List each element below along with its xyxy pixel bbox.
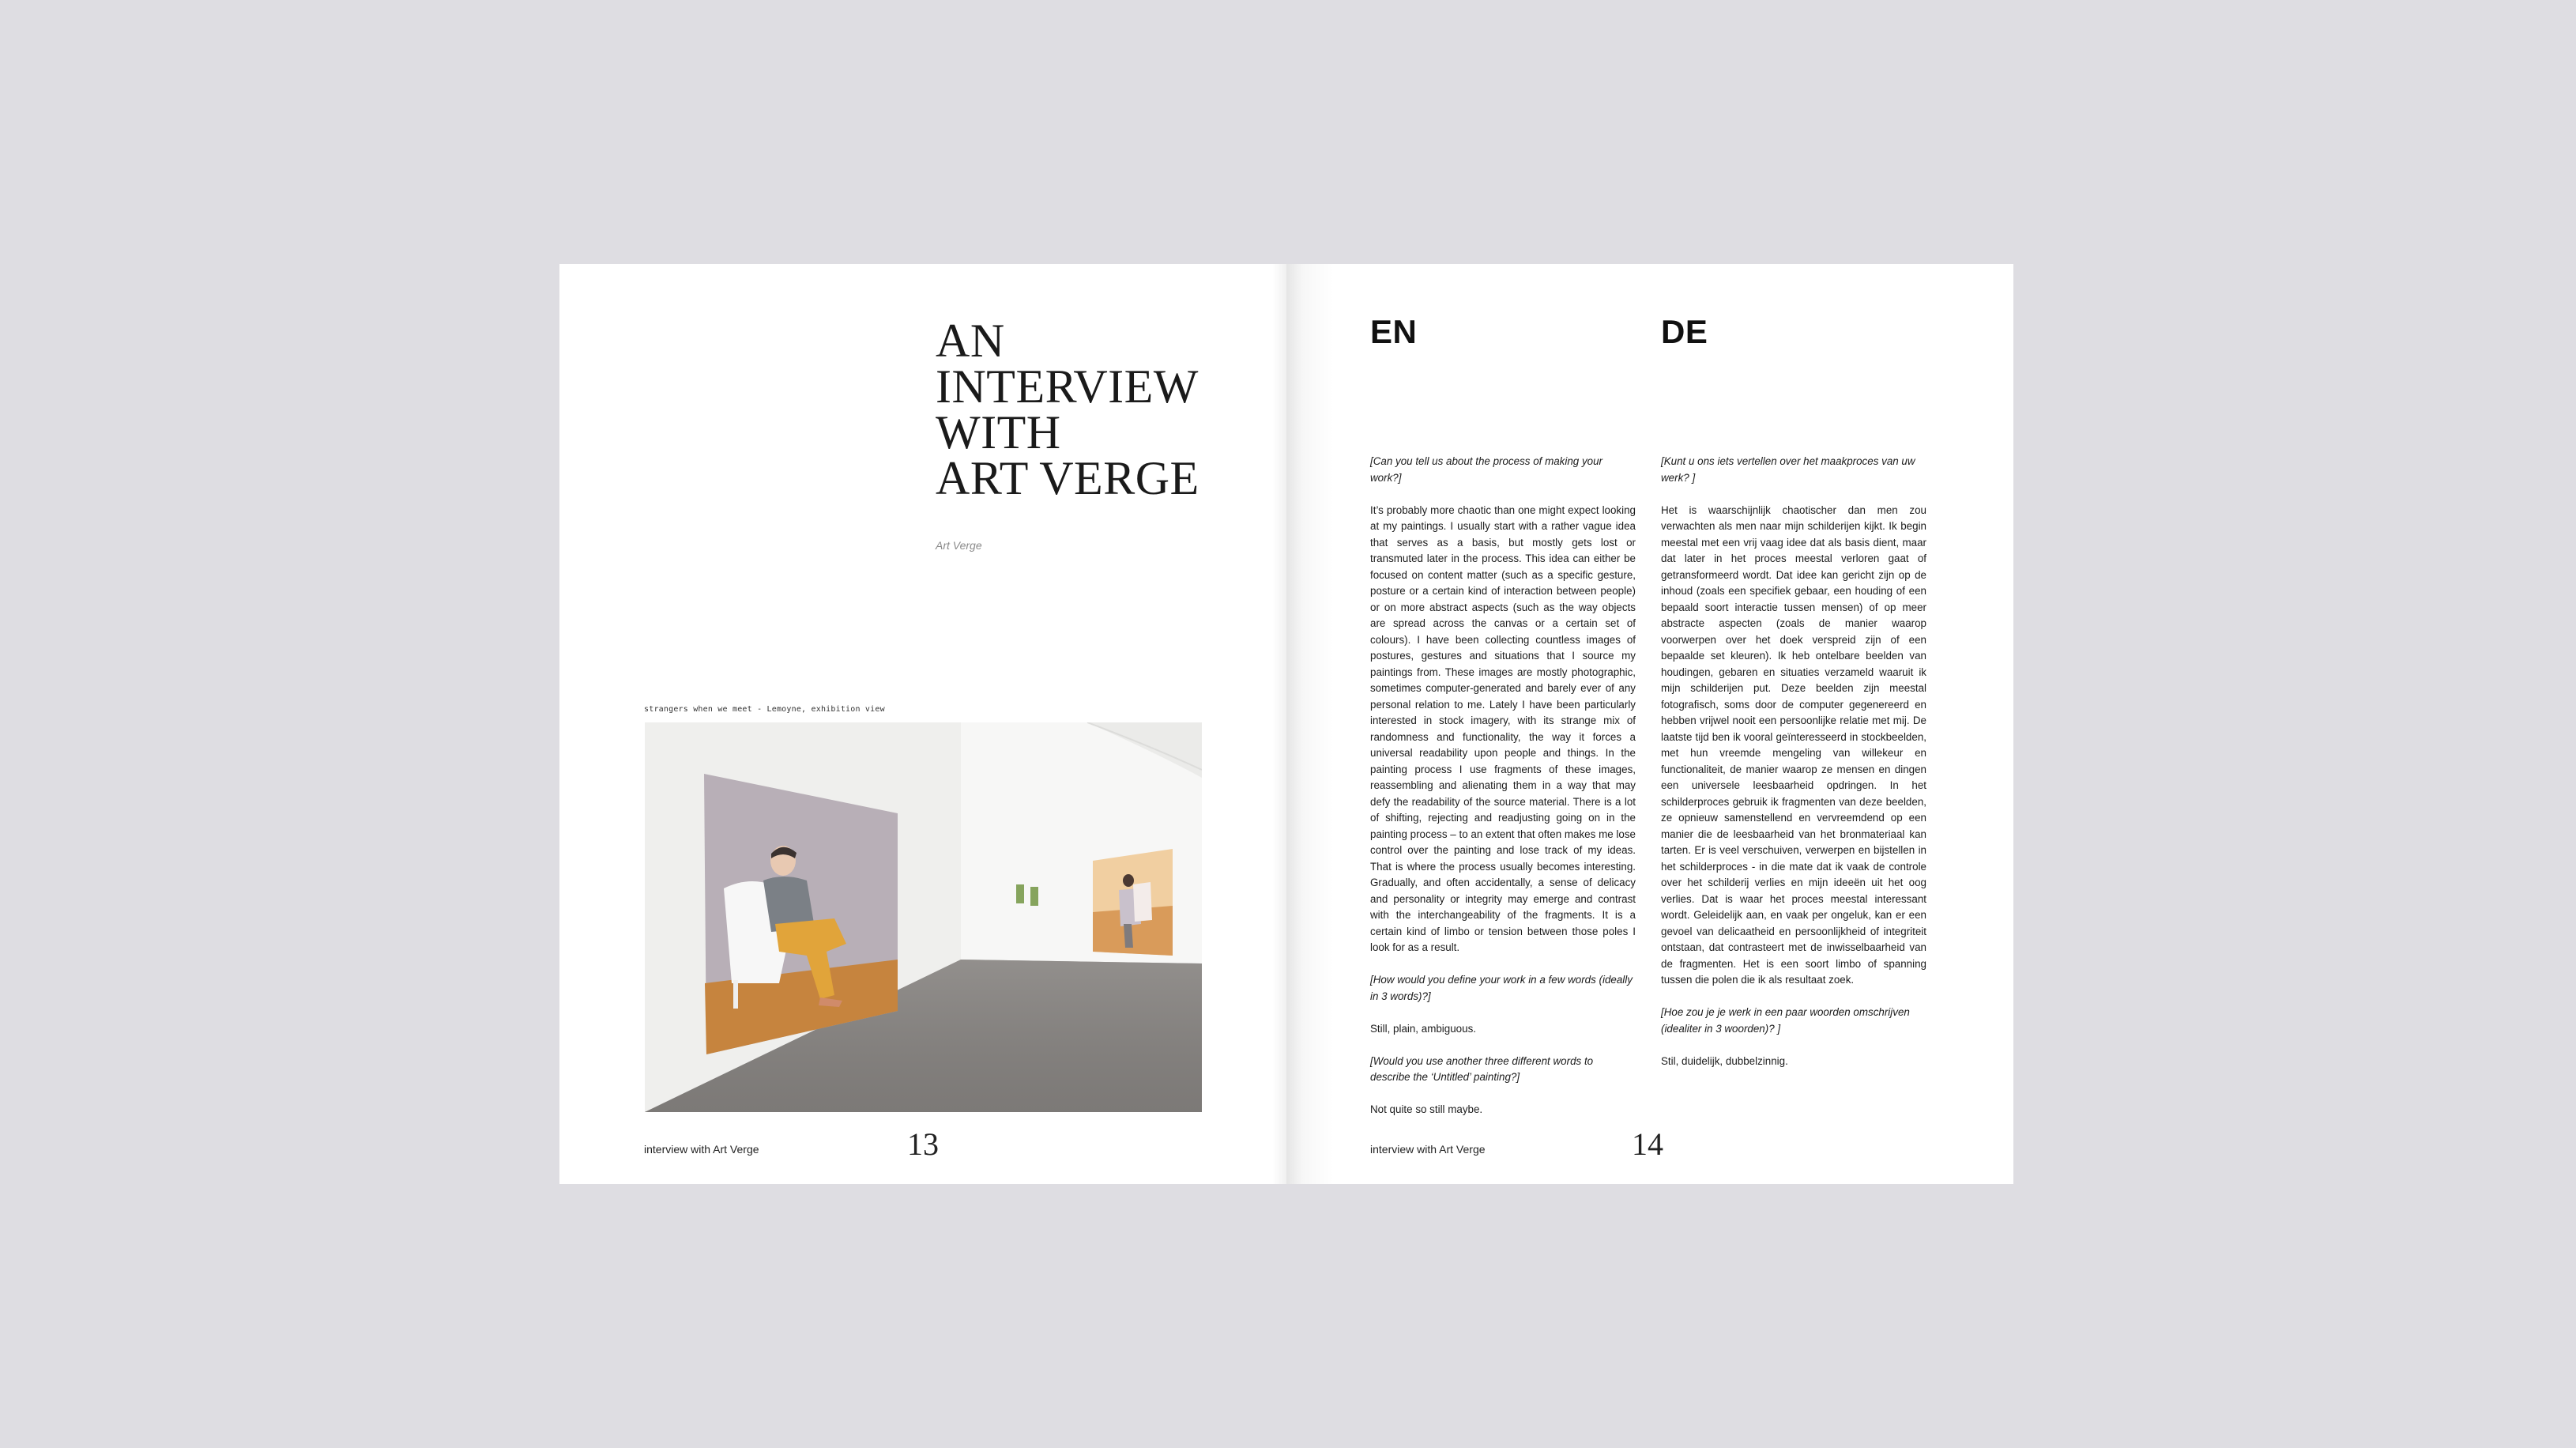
answer: Still, plain, ambiguous. [1370, 1022, 1476, 1035]
exhibition-illustration [645, 722, 1202, 1112]
english-column [1370, 454, 1636, 1134]
question: [How would you define your work in a few words (ideally in 3 words)?] [1370, 974, 1633, 1002]
gutter-shadow [1286, 264, 1334, 1184]
image-caption: strangers when we meet - Lemoyne, exhibition view [644, 705, 885, 714]
page-right [1286, 264, 2013, 1184]
question: [Kunt u ons iets vertellen over het maakproces van uw werk? ] [1661, 455, 1915, 484]
author-byline: Art Verge [936, 539, 982, 552]
dutch-column [1661, 454, 1926, 1086]
interview-title [936, 315, 1199, 504]
title-line: ART VERGE [936, 452, 1199, 504]
magazine-spread [559, 264, 2013, 1184]
page-number: 13 [907, 1126, 939, 1162]
question: [Would you use another three different words to describe the ‘Untitled’ painting?] [1370, 1054, 1594, 1083]
footer-label: interview with Art Verge [1370, 1143, 1486, 1156]
title-line: WITH [936, 406, 1061, 458]
page-number: 14 [1632, 1126, 1663, 1162]
gutter-shadow [1272, 264, 1286, 1184]
english-heading: EN [1370, 313, 1418, 350]
question: [Can you tell us about the process of making your work?] [1370, 455, 1603, 484]
answer: Stil, duidelijk, dubbelzinnig. [1661, 1054, 1788, 1067]
question: [Hoe zou je je werk in een paar woorden omschrijven (idealiter in 3 woorden)? ] [1661, 1006, 1910, 1035]
title-line: INTERVIEW [936, 360, 1199, 413]
page-left [559, 264, 1286, 1184]
dutch-heading: DE [1661, 313, 1708, 350]
answer: Not quite so still maybe. [1370, 1103, 1483, 1115]
exhibition-photo [645, 722, 1202, 1112]
footer-label: interview with Art Verge [644, 1143, 759, 1156]
answer: It’s probably more chaotic than one might expect looking at my paintings. I usually start with a rather vague idea that serves as a basis, but mostly gets lost or transmuted later in the process. This idea can either be focused on content matter (such as a specific gesture, posture or a certain kind of interaction between people) or on more abstract aspects (such as the way objects are spread across the canvas or a certain set of colours). I have been collecting countless images of postures, gestures and situations that I source my paintings from. These images are mostly photographic, sometimes computer-generated and barely ever of any personal relation to me. Lately I have been particularly interested in stock imagery, with its strange mix of randomness and functionality, the way it forces a universal readability upon people and things. In the painting process I use fragments of these images, reassembling and alienating them in a way that may defy the readability of the source material. There is a lot of shifting, rejecting and readjusting going on in the painting process – to an extent that often makes me lose control over the painting and lose track of my ideas. That is where the process usually becomes interesting. Gradually, and often accidentally, a sense of delicacy and personality or integrity may emerge and contrast with the interchangeability of the fragments. It is a certain kind of limbo or tension between those poles I look for as a result. [1370, 503, 1636, 953]
title-line: AN [936, 315, 1005, 367]
answer: Het is waarschijnlijk chaotischer dan men zou verwachten als men naar mijn schilderijen kijkt. Ik begin meestal met een vrij vaag idee dat als basis dient, maar dat later in het proces meestal verloren gaat of getransformeerd wordt. Dat idee kan gericht zijn op de inhoud (zoals een specifiek gebaar, een houding of een bepaald soort interactie tussen mensen) of op meer abstracte aspecten (zoals de manier waarop voorwerpen over het doek verspreid zijn of een bepaalde set kleuren). Ik heb ontelbare beelden van houdingen, gebaren en situaties verzameld waaruit ik mijn schilderijen put. Deze beelden zijn meestal fotografisch, soms door de computer gegenereerd en hebben vrijwel nooit een persoonlijke relatie met mij. De laatste tijd ben ik vooral geïnteresseerd in stockbeelden, met hun vreemde mengeling van willekeur en functionaliteit, de manier waarop ze mensen en dingen een universele leesbaarheid opdringen. In het schilderproces gebruik ik fragmenten van deze beelden, ze opnieuw samenstellend en vervreemdend op een manier die de leesbaarheid van het bronmateriaal kan tarten. Er is veel verschuiven, verwerpen en bijstellen in het schilderproces - in die mate dat ik vaak de controle over het schilderij verlies en mijn ideeën uit het oog verlies. Dat is waar het proces meestal interessant wordt. Geleidelijk aan, en vaak per ongeluk, kan er een gevoel van delicaatheid en persoonlijkheid of integriteit ontstaan, dat contrasteert met de inwisselbaarheid van de fragmenten. Het is een soort limbo of spanning tussen die polen die ik als resultaat zoek. [1661, 503, 1926, 986]
